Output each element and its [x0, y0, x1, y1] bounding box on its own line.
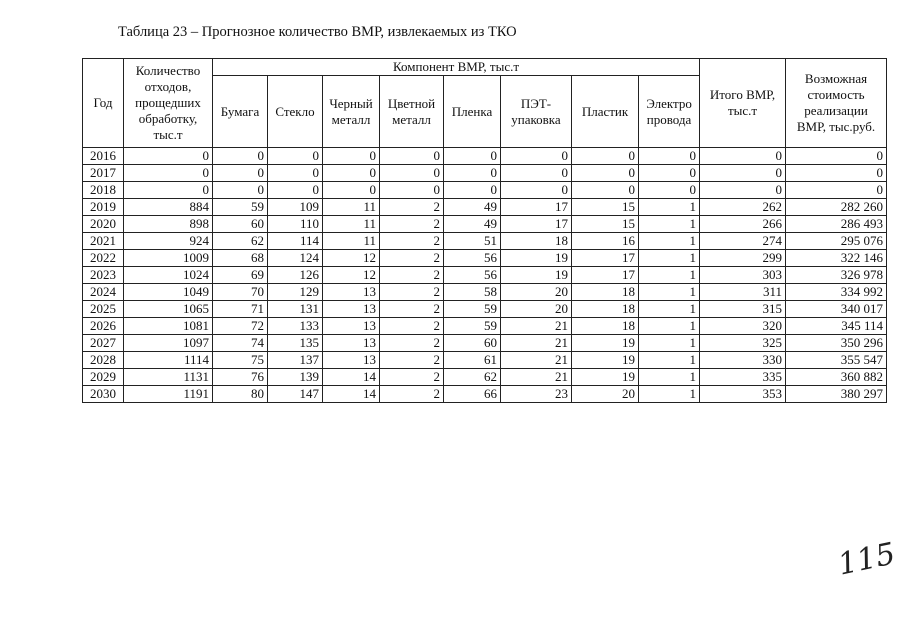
- table-cell: 326 978: [786, 267, 887, 284]
- table-cell: 335: [700, 369, 786, 386]
- table-cell: 0: [501, 148, 572, 165]
- table-row: [83, 250, 887, 267]
- table-cell: 68: [213, 250, 268, 267]
- table-cell: 2: [380, 335, 444, 352]
- table-cell: 51: [444, 233, 501, 250]
- table-cell: 1081: [124, 318, 213, 335]
- table-cell: 2: [380, 250, 444, 267]
- table-cell: 18: [572, 301, 639, 318]
- header-component: Пластик: [572, 76, 639, 148]
- table-cell: 262: [700, 199, 786, 216]
- table-cell: 0: [124, 182, 213, 199]
- year-cell: 2027: [83, 335, 124, 352]
- table-row: [83, 165, 887, 182]
- table-cell: 17: [572, 250, 639, 267]
- table-cell: 0: [124, 148, 213, 165]
- table-cell: 18: [572, 318, 639, 335]
- table-cell: 1: [639, 284, 700, 301]
- table-cell: 72: [213, 318, 268, 335]
- table-cell: 1: [639, 267, 700, 284]
- table-cell: 0: [786, 148, 887, 165]
- table-cell: 0: [786, 182, 887, 199]
- table-cell: 61: [444, 352, 501, 369]
- table-cell: 13: [323, 301, 380, 318]
- table-row: [83, 148, 887, 165]
- table-cell: 2: [380, 199, 444, 216]
- table-cell: 0: [700, 165, 786, 182]
- table-cell: 0: [572, 148, 639, 165]
- table-cell: 17: [572, 267, 639, 284]
- table-cell: 110: [268, 216, 323, 233]
- table-row: [83, 284, 887, 301]
- table-cell: 0: [323, 182, 380, 199]
- year-cell: 2026: [83, 318, 124, 335]
- table-cell: 345 114: [786, 318, 887, 335]
- table-cell: 898: [124, 216, 213, 233]
- table-cell: 126: [268, 267, 323, 284]
- table-row: [83, 267, 887, 284]
- table-cell: 58: [444, 284, 501, 301]
- table-cell: 0: [786, 165, 887, 182]
- table-cell: 0: [213, 165, 268, 182]
- table-cell: 59: [444, 318, 501, 335]
- table-cell: 133: [268, 318, 323, 335]
- year-cell: 2022: [83, 250, 124, 267]
- table-cell: 0: [700, 148, 786, 165]
- table-cell: 69: [213, 267, 268, 284]
- table-cell: 330: [700, 352, 786, 369]
- table-cell: 350 296: [786, 335, 887, 352]
- year-cell: 2023: [83, 267, 124, 284]
- table-cell: 18: [572, 284, 639, 301]
- table-cell: 0: [268, 165, 323, 182]
- table-cell: 1: [639, 352, 700, 369]
- table-cell: 1: [639, 216, 700, 233]
- table-row: [83, 352, 887, 369]
- table-cell: 0: [639, 182, 700, 199]
- table-cell: 12: [323, 267, 380, 284]
- table-row: [83, 216, 887, 233]
- table-cell: 340 017: [786, 301, 887, 318]
- table-row: [83, 301, 887, 318]
- header-component: Черный металл: [323, 76, 380, 148]
- table-cell: 49: [444, 199, 501, 216]
- table-cell: 1009: [124, 250, 213, 267]
- table-cell: 76: [213, 369, 268, 386]
- table-cell: 23: [501, 386, 572, 403]
- header-component: Пленка: [444, 76, 501, 148]
- table-cell: 0: [213, 148, 268, 165]
- table-cell: 16: [572, 233, 639, 250]
- table-cell: 2: [380, 301, 444, 318]
- table-cell: 2: [380, 216, 444, 233]
- table-cell: 0: [639, 148, 700, 165]
- table-cell: 19: [572, 335, 639, 352]
- table-cell: 924: [124, 233, 213, 250]
- table-cell: 131: [268, 301, 323, 318]
- header-year: Год: [83, 59, 124, 148]
- table-cell: 56: [444, 267, 501, 284]
- table-cell: 13: [323, 318, 380, 335]
- table-cell: 0: [572, 165, 639, 182]
- table-cell: 0: [444, 165, 501, 182]
- table-cell: 1191: [124, 386, 213, 403]
- table-cell: 1131: [124, 369, 213, 386]
- table-body: [83, 148, 887, 403]
- year-cell: 2029: [83, 369, 124, 386]
- table-cell: 325: [700, 335, 786, 352]
- table-cell: 13: [323, 352, 380, 369]
- year-cell: 2025: [83, 301, 124, 318]
- table-cell: 14: [323, 369, 380, 386]
- table-cell: 0: [268, 182, 323, 199]
- table-cell: 80: [213, 386, 268, 403]
- header-component: Цветной металл: [380, 76, 444, 148]
- header-component-group: Компонент ВМР, тыс.т: [213, 59, 700, 76]
- header-value: Возможная стоимость реализации ВМР, тыс.руб.: [786, 59, 887, 148]
- table-cell: 0: [323, 148, 380, 165]
- table-cell: 0: [323, 165, 380, 182]
- table-cell: 322 146: [786, 250, 887, 267]
- year-cell: 2020: [83, 216, 124, 233]
- table-cell: 13: [323, 284, 380, 301]
- table-cell: 70: [213, 284, 268, 301]
- table-cell: 1: [639, 301, 700, 318]
- table-cell: 129: [268, 284, 323, 301]
- table-cell: 353: [700, 386, 786, 403]
- header-waste: Количество отходов, прощедших обработку, тыс.т: [124, 59, 213, 148]
- table-cell: 56: [444, 250, 501, 267]
- table-cell: 11: [323, 216, 380, 233]
- table-cell: 18: [501, 233, 572, 250]
- table-cell: 19: [572, 369, 639, 386]
- year-cell: 2019: [83, 199, 124, 216]
- table-cell: 1114: [124, 352, 213, 369]
- table-caption: Таблица 23 – Прогнозное количество ВМР, извлекаемых из ТКО: [118, 24, 517, 40]
- table-cell: 2: [380, 267, 444, 284]
- table-cell: 15: [572, 216, 639, 233]
- table-cell: 1: [639, 318, 700, 335]
- table-cell: 1: [639, 386, 700, 403]
- table-cell: 0: [124, 165, 213, 182]
- table-cell: 0: [380, 182, 444, 199]
- year-cell: 2021: [83, 233, 124, 250]
- table-cell: 20: [501, 284, 572, 301]
- table-cell: 0: [501, 182, 572, 199]
- table-cell: 17: [501, 199, 572, 216]
- table-cell: 355 547: [786, 352, 887, 369]
- table-cell: 15: [572, 199, 639, 216]
- table-cell: 315: [700, 301, 786, 318]
- table-cell: 19: [501, 267, 572, 284]
- table-cell: 1: [639, 233, 700, 250]
- table-cell: 0: [444, 182, 501, 199]
- table-cell: 1097: [124, 335, 213, 352]
- table-cell: 147: [268, 386, 323, 403]
- header-total: Итого ВМР, тыс.т: [700, 59, 786, 148]
- table-cell: 49: [444, 216, 501, 233]
- table-cell: 21: [501, 369, 572, 386]
- table-cell: 0: [501, 165, 572, 182]
- table-cell: 1: [639, 369, 700, 386]
- table-cell: 13: [323, 335, 380, 352]
- table-cell: 17: [501, 216, 572, 233]
- data-table: [82, 58, 887, 403]
- table-cell: 62: [444, 369, 501, 386]
- table-cell: 0: [380, 165, 444, 182]
- table-cell: 1: [639, 199, 700, 216]
- year-cell: 2030: [83, 386, 124, 403]
- year-cell: 2016: [83, 148, 124, 165]
- header-component: Бумага: [213, 76, 268, 148]
- table-cell: 11: [323, 199, 380, 216]
- table-cell: 0: [700, 182, 786, 199]
- year-cell: 2028: [83, 352, 124, 369]
- table-cell: 295 076: [786, 233, 887, 250]
- table-cell: 21: [501, 318, 572, 335]
- table-cell: 66: [444, 386, 501, 403]
- year-cell: 2024: [83, 284, 124, 301]
- table-cell: 137: [268, 352, 323, 369]
- table-row: [83, 386, 887, 403]
- header-component: Стекло: [268, 76, 323, 148]
- header-component: Электро провода: [639, 76, 700, 148]
- table-cell: 282 260: [786, 199, 887, 216]
- table-cell: 286 493: [786, 216, 887, 233]
- table-cell: 2: [380, 318, 444, 335]
- table-row: [83, 233, 887, 250]
- table-cell: 139: [268, 369, 323, 386]
- table-cell: 114: [268, 233, 323, 250]
- table-cell: 2: [380, 284, 444, 301]
- table-cell: 0: [572, 182, 639, 199]
- table-cell: 75: [213, 352, 268, 369]
- table-cell: 60: [213, 216, 268, 233]
- table-cell: 2: [380, 369, 444, 386]
- table-cell: 74: [213, 335, 268, 352]
- table-row: [83, 199, 887, 216]
- table-cell: 109: [268, 199, 323, 216]
- table-cell: 14: [323, 386, 380, 403]
- table-cell: 380 297: [786, 386, 887, 403]
- table-cell: 1: [639, 250, 700, 267]
- table-cell: 20: [572, 386, 639, 403]
- table-cell: 0: [380, 148, 444, 165]
- table-cell: 311: [700, 284, 786, 301]
- table-cell: 274: [700, 233, 786, 250]
- table-cell: 320: [700, 318, 786, 335]
- table-cell: 0: [639, 165, 700, 182]
- table-cell: 1: [639, 335, 700, 352]
- table-cell: 2: [380, 233, 444, 250]
- table-row: [83, 369, 887, 386]
- table-cell: 62: [213, 233, 268, 250]
- table-cell: 60: [444, 335, 501, 352]
- year-cell: 2017: [83, 165, 124, 182]
- table-cell: 59: [213, 199, 268, 216]
- table-cell: 19: [501, 250, 572, 267]
- table-cell: 1065: [124, 301, 213, 318]
- table-row: [83, 182, 887, 199]
- table-cell: 884: [124, 199, 213, 216]
- table-cell: 266: [700, 216, 786, 233]
- table-cell: 1024: [124, 267, 213, 284]
- table-cell: 334 992: [786, 284, 887, 301]
- table-cell: 19: [572, 352, 639, 369]
- table-cell: 1049: [124, 284, 213, 301]
- table-cell: 12: [323, 250, 380, 267]
- table-cell: 2: [380, 386, 444, 403]
- table-cell: 299: [700, 250, 786, 267]
- table-cell: 21: [501, 335, 572, 352]
- table-cell: 0: [444, 148, 501, 165]
- table-cell: 360 882: [786, 369, 887, 386]
- table-cell: 303: [700, 267, 786, 284]
- year-cell: 2018: [83, 182, 124, 199]
- handwritten-page-number: 115: [834, 536, 899, 583]
- table-cell: 20: [501, 301, 572, 318]
- table-cell: 59: [444, 301, 501, 318]
- table-cell: 0: [213, 182, 268, 199]
- table-cell: 124: [268, 250, 323, 267]
- table-cell: 71: [213, 301, 268, 318]
- table-cell: 2: [380, 352, 444, 369]
- table-cell: 0: [268, 148, 323, 165]
- table-row: [83, 318, 887, 335]
- table-cell: 21: [501, 352, 572, 369]
- table-cell: 135: [268, 335, 323, 352]
- header-component: ПЭТ-упаковка: [501, 76, 572, 148]
- table-row: [83, 335, 887, 352]
- table-cell: 11: [323, 233, 380, 250]
